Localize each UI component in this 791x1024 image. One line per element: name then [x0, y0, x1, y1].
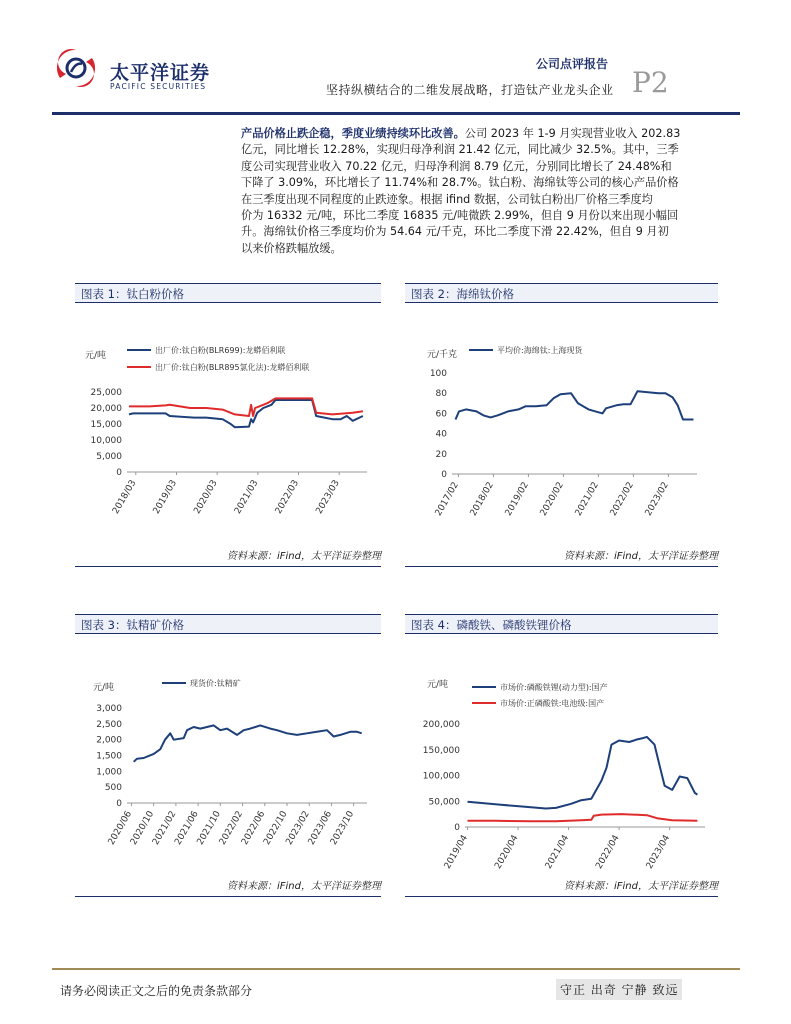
para-line-3: 度公司实现营业收入 70.22 亿元，归母净利润 8.79 亿元，分别同比增长了 24.48%和	[241, 159, 672, 173]
x-tick-label: 2023/06	[306, 809, 335, 847]
x-tick-label: 2017/02	[433, 480, 462, 518]
footer-disclaimer: 请务必阅读正文之后的免责条款部分	[60, 984, 253, 998]
legend-label: 出厂价:钛白粉(BLR699):龙蟒佰利联	[155, 346, 286, 355]
legend-label: 市场价:正磷酸铁:电池级:国产	[500, 699, 605, 708]
x-tick-label: 2019/03	[151, 478, 180, 516]
y-tick-label: 15,000	[90, 420, 122, 430]
x-tick-label: 2020/04	[493, 833, 521, 871]
figure-2-chart	[405, 325, 718, 550]
y-unit-label: 元/吨	[93, 683, 115, 693]
series-line	[456, 391, 694, 419]
footer-motto: 守正 出奇 宁静 致远	[556, 979, 682, 1000]
y-tick-label: 40	[435, 429, 447, 440]
y-tick-label: 0	[116, 468, 122, 478]
y-tick-label: 20,000	[90, 404, 122, 414]
figure-3-title: 图表 3：钛精矿价格	[75, 614, 381, 634]
figure-2-title: 图表 2：海绵钛价格	[405, 283, 718, 303]
titanium-dioxide-chart	[75, 325, 381, 550]
x-tick-label: 2022/03	[273, 478, 302, 516]
para-line-1: 产品价格止跌企稳，季度业绩持续环比改善。公司 2023 年 1-9 月实现营业收入 202.83	[241, 127, 681, 140]
x-tick-label: 2023/02	[643, 480, 672, 518]
y-unit-label: 元/吨	[85, 351, 107, 361]
series-line	[468, 814, 698, 821]
y-tick-label: 50,000	[428, 797, 460, 808]
y-tick-label: 25,000	[90, 388, 122, 398]
y-tick-label: 80	[435, 389, 447, 400]
x-tick-label: 2019/04	[442, 833, 471, 871]
page-number: P2	[632, 66, 669, 99]
legend-label: 出厂价:钛白粉(BLR895氯化法):龙蟒佰利联	[155, 363, 310, 372]
figure-3-source: 资料来源：iFind，太平洋证券整理	[75, 880, 381, 897]
brand-name-cn: 太平洋证券	[110, 62, 211, 84]
summary-paragraph	[241, 126, 739, 257]
para-line-7: 升。海绵钛价格三季度均价为 54.64 元/千克，环比二季度下滑 22.42%，但自 9 月初	[241, 225, 669, 239]
x-tick-label: 2018/03	[111, 478, 139, 516]
y-tick-label: 60	[435, 409, 447, 420]
x-tick-label: 2021/10	[195, 809, 223, 847]
y-unit-label: 元/千克	[427, 350, 458, 360]
para-line-6: 价为 16332 元/吨，环比二季度 16835 元/吨微跌 2.99%，但自 9 月份以来出现小幅回	[241, 209, 679, 223]
x-tick-label: 2022/06	[240, 809, 268, 847]
y-tick-label: 0	[441, 470, 447, 480]
brand-name-en: PACIFIC SECURITIES	[110, 82, 207, 91]
x-tick-label: 2023/02	[284, 809, 312, 847]
para-line-5: 在三季度出现不同程度的止跌迹象。根据 ifind 数据，公司钛白粉出厂价格三季度均	[241, 192, 653, 206]
ilmenite-chart	[75, 660, 381, 880]
legend-label: 现货价:钛精矿	[190, 679, 241, 688]
y-tick-label: 500	[104, 783, 122, 794]
x-tick-label: 2020/02	[538, 480, 567, 518]
x-tick-label: 2021/04	[543, 833, 572, 871]
y-tick-label: 1,000	[96, 767, 122, 778]
x-tick-label: 2021/02	[151, 809, 179, 847]
x-tick-label: 2020/10	[128, 809, 157, 847]
series-line	[468, 737, 698, 809]
figure-4-title: 图表 4：磷酸铁、磷酸铁锂价格	[405, 614, 718, 634]
x-tick-label: 2022/02	[608, 480, 637, 518]
y-tick-label: 5,000	[96, 452, 122, 462]
y-tick-label: 200,000	[422, 720, 460, 730]
y-tick-label: 1,500	[96, 751, 122, 762]
x-tick-label: 2023/03	[314, 478, 342, 516]
y-tick-label: 2,500	[96, 719, 122, 730]
report-type: 公司点评报告	[536, 57, 609, 71]
legend-label: 平均价:海绵钛:上海现货	[497, 346, 583, 355]
figure-3-chart	[75, 660, 381, 880]
figure-4-source: 资料来源：iFind，太平洋证券整理	[405, 880, 718, 897]
x-tick-label: 2021/02	[573, 480, 602, 518]
para-line-8: 以来价格跌幅放缓。	[241, 241, 342, 255]
y-tick-label: 3,000	[96, 704, 122, 714]
x-tick-label: 2018/02	[468, 480, 497, 518]
x-tick-label: 2021/03	[233, 478, 261, 516]
y-tick-label: 150,000	[422, 745, 460, 756]
y-tick-label: 10,000	[90, 436, 122, 446]
y-tick-label: 20	[435, 449, 447, 460]
y-tick-label: 2,000	[96, 735, 122, 746]
x-tick-label: 2021/06	[173, 809, 201, 847]
x-tick-label: 2020/03	[192, 478, 220, 516]
figure-1-title: 图表 1：钛白粉价格	[75, 283, 381, 303]
figure-1-chart	[75, 325, 381, 550]
logo-mark	[52, 44, 100, 92]
x-tick-label: 2020/06	[106, 809, 135, 847]
legend-label: 市场价:磷酸铁锂(动力型):国产	[500, 683, 608, 692]
header-rule	[52, 112, 740, 115]
figure-4-chart	[405, 660, 718, 880]
sponge-titanium-chart	[405, 325, 718, 550]
y-tick-label: 100	[429, 369, 447, 379]
para-line-2: 亿元，同比增长 12.28%，实现归母净利润 21.42 亿元，同比减少 32.5%。其中，三季	[241, 143, 679, 157]
figure-1-source: 资料来源：iFind，太平洋证券整理	[75, 550, 381, 567]
y-tick-label: 0	[454, 823, 460, 833]
x-tick-label: 2022/02	[217, 809, 246, 847]
x-tick-label: 2022/04	[594, 833, 622, 871]
footer-rule	[52, 968, 740, 970]
y-tick-label: 100,000	[422, 771, 460, 782]
x-tick-label: 2022/10	[262, 809, 290, 847]
x-tick-label: 2023/04	[644, 833, 673, 871]
para-line-4: 下降了 3.09%，环比增长了 11.74%和 28.7%。钛白粉、海绵钛等公司的核心产品价格	[241, 176, 679, 190]
report-title: 坚持纵横结合的二维发展战略，打造钛产业龙头企业	[326, 83, 614, 97]
pacific-logo-icon	[52, 44, 100, 92]
x-tick-label: 2019/02	[503, 480, 532, 518]
iron-phosphate-chart	[405, 660, 718, 880]
y-tick-label: 0	[116, 799, 122, 809]
y-unit-label: 元/吨	[427, 680, 449, 690]
series-line	[134, 725, 362, 761]
figure-2-source: 资料来源：iFind，太平洋证券整理	[405, 550, 718, 567]
para-lead: 产品价格止跌企稳，季度业绩持续环比改善。	[241, 127, 465, 140]
x-tick-label: 2023/10	[328, 809, 357, 847]
